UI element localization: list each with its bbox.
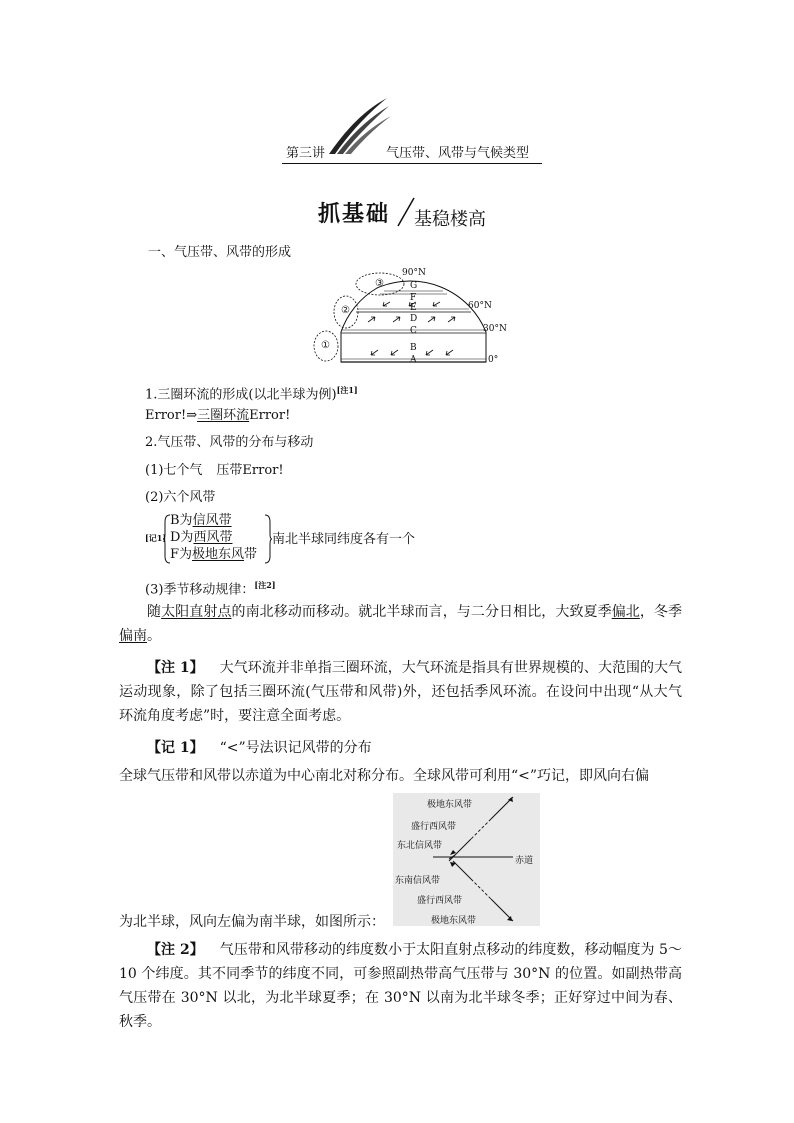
wd-label-3: 东北信风带 [397, 841, 443, 851]
movement-paragraph: 随太阳直射点的南北移动而移动。就北半球而言，与二分日相比，大致夏季偏北，冬季偏南。 [119, 604, 683, 644]
section-heading: 一、气压带、风带的形成 [148, 245, 292, 260]
page-title: 气压带、风带与气候类型 [386, 146, 530, 161]
item-2-1: (1)七个气 压带Error! [145, 463, 284, 478]
letter-b: B [410, 343, 417, 353]
lat-90n: 90°N [402, 268, 426, 278]
memo-1-text-2: 为北半球，风向左偏为南半球，如图所示： [119, 914, 385, 930]
item-2-2: (2)六个风带 [145, 490, 216, 505]
cell-3: ③ [375, 278, 384, 289]
item-1: 1.三圈环流的形成(以北半球为例)[注1] [145, 385, 358, 403]
banner-normal: 基稳楼高 [414, 209, 486, 230]
note-ref-1: [注1] [336, 385, 358, 395]
memo-tag: [记1] [145, 533, 167, 543]
letter-f: F [410, 293, 417, 303]
belt-note: 南北半球同纬度各有一个 [272, 532, 416, 547]
banner-bold: 抓基础 [318, 202, 391, 227]
wd-label-1: 极地东风带 [427, 800, 473, 810]
belt-d: D为西风带 [170, 530, 233, 545]
letter-g: G [410, 281, 418, 291]
note-1-tag: 【注 1】 [147, 660, 204, 676]
letter-e: E [410, 303, 417, 313]
lat-30n: 30°N [483, 324, 507, 334]
item-2-3: (3)季节移动规律：[注2] [145, 580, 276, 598]
wd-label-equator: 赤道 [515, 856, 534, 866]
item-2: 2.气压带、风带的分布与移动 [145, 435, 314, 450]
memo-1-text: 全球气压带和风带以赤道为中心南北对称分布。全球风带可利用“<”巧记，即风向右偏 [119, 768, 650, 784]
belt-b: B为信风带 [170, 513, 232, 528]
cell-2: ② [341, 305, 350, 316]
wind-belt-diagram [393, 793, 540, 926]
header-rule [282, 163, 542, 164]
right-brace [264, 514, 272, 564]
wd-label-5: 盛行西风带 [417, 896, 463, 906]
note-1: 【注 1】 大气环流并非单指三圈环流，大气环流是指具有世界规模的、大范围的大气运动现象，除了包括三圈环流(气压带和风带)外，还包括季风环流。在设问中出现“从大气环流角度考虑”时，要注意全面考虑。 [119, 660, 682, 724]
note-2: 【注 2】 气压带和风带移动的纬度数小于太阳直射点移动的纬度数，移动幅度为 5～10 个纬度。其不同季节的纬度不同，可参照副热带高气压带与 30°N 的位置。如副热带高气压带在 30°N 以北，为北半球夏季；在 30°N 以南为北半球冬季；正好穿过中间为春、秋季。 [119, 942, 682, 1030]
belt-f: F为极地东风带 [170, 547, 258, 562]
memo-1-title: 【记 1】 “<”号法识记风带的分布 [147, 740, 372, 756]
note-ref-2: [注2] [254, 580, 276, 590]
note-2-tag: 【注 2】 [147, 942, 204, 958]
wd-label-6: 极地东风带 [431, 916, 477, 926]
banner-slash [396, 196, 416, 228]
three-cell-link[interactable]: 三圈环流 [197, 408, 250, 423]
letter-c: C [410, 326, 417, 336]
lecture-label: 第三讲 [286, 146, 326, 161]
letter-a: A [410, 355, 417, 365]
wd-label-4: 东南信风带 [395, 876, 441, 886]
lat-0: 0° [488, 355, 499, 365]
letter-d: D [410, 314, 418, 324]
swoosh-logo [325, 96, 395, 156]
cell-1: ① [321, 340, 330, 351]
wd-label-2: 盛行西风带 [411, 822, 457, 832]
lat-60n: 60°N [468, 301, 492, 311]
item-1-error-line: Error!⇒三圈环流Error! [145, 408, 291, 423]
